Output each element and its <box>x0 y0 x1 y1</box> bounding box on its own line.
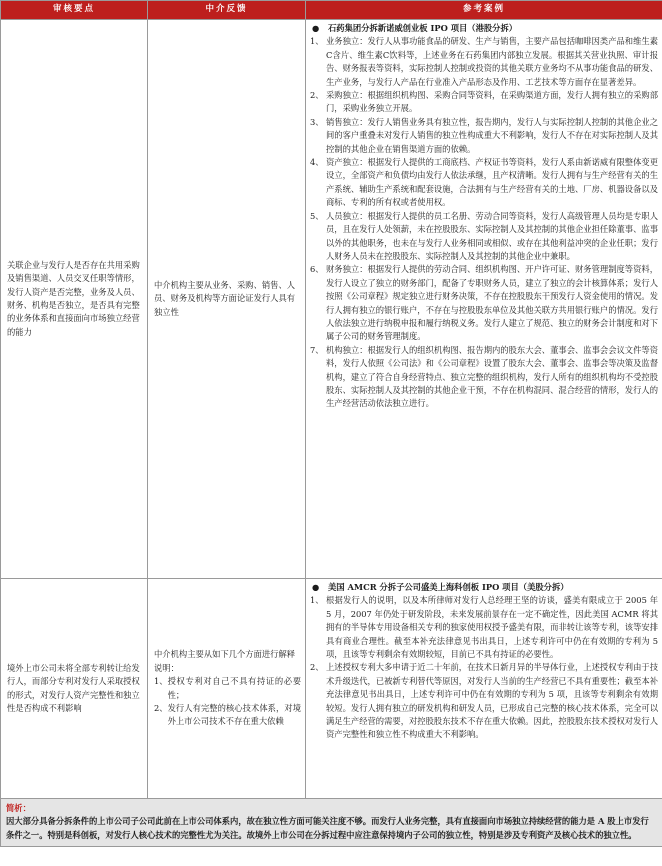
table-row <box>1 20 662 579</box>
table-header-row <box>1 1 662 20</box>
feedback-item-text: 授权专利对自己不具有持证的必要性； <box>167 676 301 700</box>
feedback-item-text: 发行人有完整的核心技术体系，对境外上市公司技术不存在重大依赖 <box>167 702 301 727</box>
header-reference-case: 参考案例 <box>306 1 662 20</box>
note-row <box>1 799 662 847</box>
note-text: 因大部分具备分拆条件的上市公司子公司此前在上市公司体系内，故在独立性方面可能关注度不够。而发行人业务完整，具有直接面向市场独立持续经营的能力是 A 股上市发行条件之一。特别是科创板，对发行人核心技术的完整性尤为关注。故境外上市公司在分拆过程中应注意保持境内子公司的独立性，特别是涉及专利资产及核心技术的独立性。 <box>6 816 649 840</box>
case-item-number: 1、 <box>310 595 324 606</box>
case-title-text: 美国 AMCR 分拆子公司盛美上海科创板 IPO 项目（美股分拆） <box>328 582 569 592</box>
case-item-number: 4、 <box>310 157 324 168</box>
bullet-icon: ● <box>312 23 320 33</box>
case-item <box>310 661 658 741</box>
case-item-number: 6、 <box>310 264 324 275</box>
case-item-text: 业务独立：发行人从事功能食品的研发、生产与销售，主要产品包括咖啡因类产品和维生素C含片、维生素C饮料等，上述业务在石药集团内部独立发展。根据其关营业执照、审计报告、财务报表等资料，实际控制人控制或投资的其他关联方业务均不从事功能食品的研发、生产业务，与发行人产品在行业准入产品形态及作用、工艺技术等方面存在显著差异。 <box>326 36 658 87</box>
case-item <box>310 210 658 264</box>
case-item <box>310 156 658 210</box>
review-point-text: 境外上市公司未将全部专利转让给发行人，而部分专利对发行人采取授权的形式，对发行人资产完整性和独立性是否构成不利影响 <box>7 662 140 713</box>
reference-case-cell <box>306 20 662 579</box>
review-point-text: 关联企业与发行人是否存在共用采购及销售渠道、人员交叉任职等情形，发行人资产是否完整，业务及人员、财务、机构是否独立，是否具有完整的业务体系和直接面向市场独立经营的能力 <box>7 259 140 337</box>
header-agency-feedback: 中介反馈 <box>148 1 306 20</box>
case-item-number: 3、 <box>310 116 324 127</box>
case-item-number: 2、 <box>310 662 324 673</box>
case-item-text: 销售独立：发行人销售业务具有独立性，报告期内，发行人与实际控制人控制的其他企业之间的客户重叠未对发行人销售的独立性构成重大不利影响，发行人不存在对实际控制人及其控制的其他企业在销售渠道方面的依赖。 <box>326 116 658 154</box>
case-item-number: 2、 <box>310 90 324 101</box>
feedback-item <box>154 675 301 702</box>
review-point-cell <box>1 20 148 579</box>
case-title <box>310 581 658 594</box>
feedback-cell <box>148 579 306 799</box>
case-item <box>310 594 658 661</box>
feedback-item-number: 2、 <box>154 702 168 713</box>
header-review-point: 审核要点 <box>1 1 148 20</box>
feedback-cell <box>148 20 306 579</box>
case-item-text: 采购独立：根据组织机构图、采购合同等资料，在采购渠道方面，发行人拥有独立的采购部门，采购业务独立开展。 <box>326 90 658 114</box>
case-item-text: 上述授权专利大多申请于近二十年前，在技术日新月异的半导体行业，上述授权专利由于技术升级迭代，已被新专利替代等原因，对发行人当前的生产经营已不具有重要性；截至本补充法律意见书出具日，上述专利许可中仍在有效期的专利为 5 项，且该等专利剩余有效期较短。发行人拥有独立的研发机构和研发人员，已形成自己完整的核心技术体系，完全可以满足生产经营的需要，对控股股东技术不存在重大依赖。因此，控股股东技术授权对发行人资产完整性和独立性不构成重大不利影响。 <box>326 662 658 740</box>
feedback-list <box>154 675 301 729</box>
case-item <box>310 116 658 156</box>
case-item-text: 资产独立：根据发行人提供的工商底档、产权证书等资料，发行人系由新诺威有限整体变更设立，全部资产和负债均由发行人依法承继，且产权清晰。发行人拥有与生产经营有关的生产系统、辅助生产系统和配套设施，合法拥有与生产经营有关的土地、厂房、机器设备以及商标、专利的所有权或者使用权。 <box>326 157 658 208</box>
case-item <box>310 263 658 343</box>
case-title <box>310 22 658 35</box>
feedback-text: 中介机构主要从如下几个方面进行解释说明： <box>154 649 296 673</box>
case-item <box>310 344 658 411</box>
table-body <box>1 20 662 799</box>
case-item <box>310 35 658 89</box>
case-title-text: 石药集团分拆新诺威创业板 IPO 项目（港股分拆） <box>328 23 518 33</box>
case-item-number: 5、 <box>310 210 324 221</box>
case-item-text: 机构独立：根据发行人的组织机构图、报告期内的股东大会、董事会、监事会会议文件等资料，发行人依照《公司法》和《公司章程》设置了股东大会、董事会、监事会等决策及监督机构，建立了符合自身经营特点、独立完整的组织机构，发行人所有的组织机构均不受控股股东、实际控制人及其控制的其他企业干预，不存在机构混同、混合经营的情形，发行人的生产经营活动依法独立进行。 <box>326 344 658 409</box>
case-item <box>310 89 658 116</box>
feedback-item-number: 1、 <box>154 676 168 687</box>
case-item-text: 根据发行人的说明，以及本所律师对发行人总经理王坚的访谈，盛美有限成立于 2005 年 5 月，2007 年仍处于研发阶段，未来发展前景存在一定不确定性，因此美国 ACMR 将其拥有的半导体专用设备相关专利的独家使用权授予盛美有限，而非转让该等专利，该等安排具有商业合理性。截至本补充法律意见书出具日，上述专利许可中仍在有效期的专利为 5 项，且该等专利剩余有效期较短，目前已不具有持证的必要性。 <box>326 595 658 660</box>
review-point-cell <box>1 579 148 799</box>
feedback-text: 中介机构主要从业务、采购、销售、人员、财务及机构等方面论证发行人具有独立性 <box>154 279 296 317</box>
case-item-number: 7、 <box>310 344 324 355</box>
case-item-text: 财务独立：根据发行人提供的劳动合同、组织机构图、开户许可证、财务管理制度等资料，发行人设立了独立的财务部门，配备了专职财务人员，建立了独立的会计核算体系；发行人按照《公司章程》规定独立进行财务决策，不存在控股股东干预发行人资金使用的情况。发行人拥有独立的银行账户，不存在与控股股东单位及其他关联方共用银行账户的情况。发行人依法独立进行纳税申报和履行纳税义务。发行人建立了规范、独立的财务会计制度和对下属子公司的财务管理制度。 <box>326 264 658 342</box>
case-item-text: 人员独立：根据发行人提供的员工名册、劳动合同等资料，发行人高级管理人员均是专职人员，且在发行人处领薪，未在控股股东、实际控制人及其控制的其他企业担任除董事、监事以外的其他职务，也未在与发行人业务相同或相似、或存在其他利益冲突的企业任职；发行人财务人员未在控股股东、实际控制人及其控制的其他企业中兼职。 <box>326 210 658 261</box>
feedback-item <box>154 702 301 729</box>
reference-case-cell <box>306 579 662 799</box>
bullet-icon: ● <box>312 582 320 592</box>
case-item-number: 1、 <box>310 36 324 47</box>
note-title: 简析： <box>6 803 31 813</box>
table-row <box>1 579 662 799</box>
note-cell <box>1 799 662 847</box>
